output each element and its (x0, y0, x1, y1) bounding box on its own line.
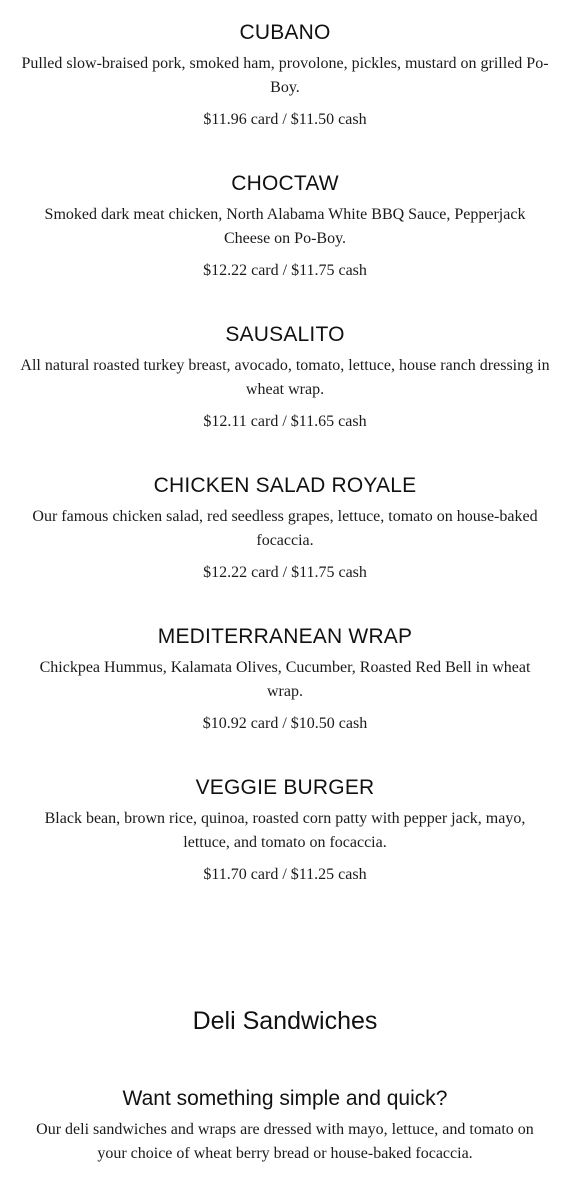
item-price: $12.22 card / $11.75 cash (203, 564, 367, 581)
item-name: SAUSALITO (225, 323, 345, 346)
section-description: Our deli sandwiches and wraps are dressed with mayo, lettuce, and tomato on your choice of wheat berry bread or house-baked focaccia. (36, 1121, 534, 1162)
item-description: Chickpea Hummus, Kalamata Olives, Cucumber, Roasted Red Bell in wheat wrap. (39, 659, 531, 700)
item-price: $12.22 card / $11.75 cash (203, 262, 367, 279)
item-price: $12.11 card / $11.65 cash (203, 413, 367, 430)
item-description: Smoked dark meat chicken, North Alabama White BBQ Sauce, Pepperjack Cheese on Po-Boy. (44, 206, 526, 247)
item-price: $11.96 card / $11.50 cash (203, 111, 367, 128)
menu-item-veggie-burger (20, 775, 550, 926)
item-price: $11.70 card / $11.25 cash (203, 866, 367, 883)
menu-item-mediterranean-wrap (20, 624, 550, 775)
menu-item-chicken-salad-royale (20, 473, 550, 624)
menu-item-cubano (20, 20, 550, 171)
item-description: All natural roasted turkey breast, avocado, tomato, lettuce, house ranch dressing in wheat wrap. (20, 357, 550, 398)
section-subtitle: Want something simple and quick? (122, 1087, 448, 1110)
section-title-deli-sandwiches: Deli Sandwiches (192, 1007, 378, 1035)
item-name: CHICKEN SALAD ROYALE (153, 474, 417, 497)
item-price: $10.92 card / $10.50 cash (202, 715, 368, 732)
item-description: Pulled slow-braised pork, smoked ham, provolone, pickles, mustard on grilled Po-Boy. (21, 55, 549, 96)
item-name: MEDITERRANEAN WRAP (157, 625, 413, 648)
item-name: CHOCTAW (231, 172, 339, 195)
item-name: CUBANO (239, 21, 331, 44)
item-name: VEGGIE BURGER (195, 776, 375, 799)
menu-item-sausalito (20, 322, 550, 473)
menu-item-choctaw (20, 171, 550, 322)
item-description: Our famous chicken salad, red seedless grapes, lettuce, tomato on house-baked focaccia. (32, 508, 538, 549)
item-description: Black bean, brown rice, quinoa, roasted corn patty with pepper jack, mayo, lettuce, and tomato on focaccia. (44, 810, 526, 851)
